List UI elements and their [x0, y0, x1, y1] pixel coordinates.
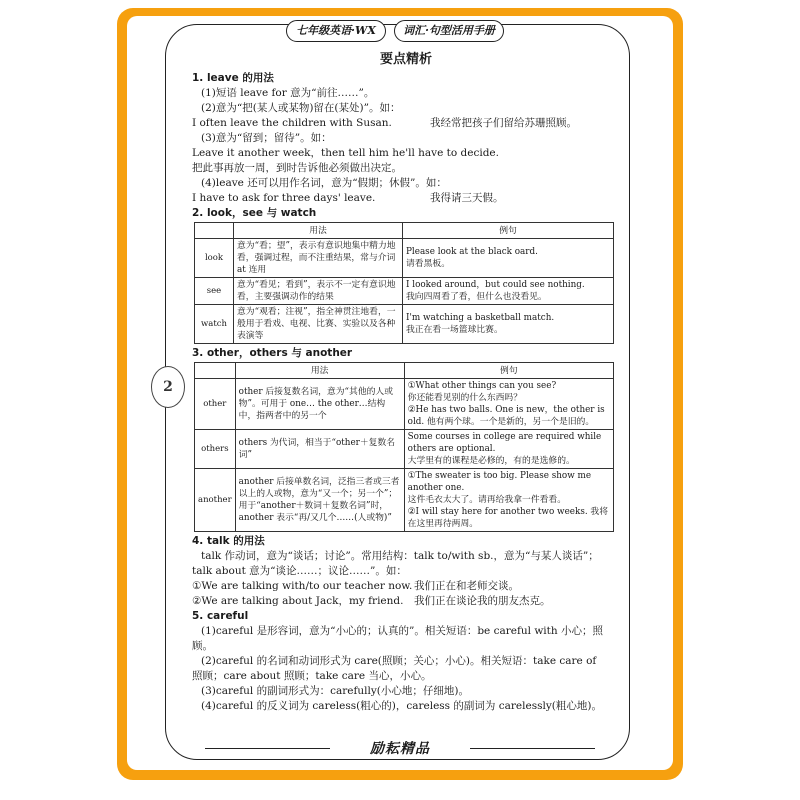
footer-rule-right [460, 748, 595, 749]
text-line: Leave it another week，then tell him he'll have to decide. [192, 147, 499, 159]
column-header-example: 例句 [404, 363, 613, 379]
example-pair [192, 594, 620, 609]
example-en: ②We are talking about Jack，my friend. [192, 595, 404, 607]
example-line: Some courses in college are required while others are optional. [407, 432, 602, 454]
header-book-title: 七年级英语·WX [286, 20, 386, 42]
example-en: I often leave the children with Susan. [192, 117, 392, 129]
row-usage: others 为代词，相当于“other＋复数名词” [235, 430, 404, 469]
row-example [403, 278, 614, 305]
row-word: another [195, 469, 236, 532]
example-en: ①We are talking with/to our teacher now. [192, 580, 413, 592]
header-section-title: 词汇·句型活用手册 [394, 20, 504, 42]
row-word: other [195, 379, 236, 430]
example-line: 你还能看见别的什么东西吗？ [407, 393, 523, 403]
page-number: 2 [151, 366, 185, 408]
table-row [195, 305, 614, 344]
table-row [195, 469, 614, 532]
example-zh: 我们正在和老师交谈。 [414, 580, 519, 592]
table-corner [195, 223, 234, 239]
text-line: 把此事再放一周，到时告诉他必须做出决定。 [192, 162, 402, 174]
text-line: 顾。 [192, 640, 213, 652]
text-line: talk 作动词，意为“谈话；讨论”。常用结构：talk to/with sb.，意为“与某人谈话”； [201, 550, 599, 562]
text-line: (4)careful 的反义词为 careless(粗心的)，careless 的副词为 carelessly(粗心地)。 [201, 700, 602, 712]
example-zh: 我得请三天假。 [430, 192, 504, 204]
example-en: I have to ask for three days' leave. [192, 192, 376, 204]
example-line: ①The sweater is too big. Please show me another one. [407, 471, 592, 493]
row-word: look [195, 239, 234, 278]
example-line: 这件毛衣太大了。请再给我拿一件看看。 [407, 495, 567, 505]
example-zh: 请看黑板。 [406, 259, 450, 269]
row-example [404, 430, 613, 469]
table-row [195, 278, 614, 305]
example-en: I looked around，but could see nothing. [406, 280, 585, 290]
row-example [403, 305, 614, 344]
look-see-watch-table [194, 222, 614, 344]
example-zh: 我们正在谈论我的朋友杰克。 [414, 595, 551, 607]
example-en: I'm watching a basketball match. [406, 313, 555, 323]
column-header-usage: 用法 [234, 223, 403, 239]
example-pair [192, 191, 620, 206]
text-line: (4)leave 还可以用作名词，意为“假期；休假”。如： [201, 177, 447, 189]
row-word: see [195, 278, 234, 305]
row-usage: another 后接单数名词，泛指三者或三者以上的人或物，意为“又一个；另一个”；用于“another＋数词＋复数名词”时，another 表示“再/又几个……(人或物)” [235, 469, 404, 532]
row-usage: 意为“观看；注视”，指全神贯注地看，一般用于看戏、电视、比赛、实验以及各种表演等 [234, 305, 403, 344]
text-line: (1)短语 leave for 意为“前往……”。 [201, 87, 375, 99]
section-heading-careful: 5. careful [192, 610, 249, 622]
row-word: watch [195, 305, 234, 344]
row-word: others [195, 430, 236, 469]
row-example [403, 239, 614, 278]
table-row [195, 430, 614, 469]
example-line: 大学里有的课程是必修的，有的是选修的。 [407, 456, 575, 466]
example-zh: 我向四周看了看，但什么也没看见。 [406, 292, 547, 302]
table-corner [195, 363, 236, 379]
example-en: Please look at the black oard. [406, 247, 538, 257]
row-usage: 意为“看见；看到”，表示不一定有意识地看，主要强调动作的结果 [234, 278, 403, 305]
page-title: 要点精析 [379, 52, 432, 67]
example-pair [192, 116, 620, 131]
text-line: talk about 意为“谈论……；议论……”。如： [192, 565, 407, 577]
text-line: (3)意为“留到；留待”。如： [201, 132, 332, 144]
table-row [195, 379, 614, 430]
footer-rule-left [205, 748, 340, 749]
section-heading-leave: 1. leave 的用法 [192, 72, 274, 84]
column-header-usage: 用法 [235, 363, 404, 379]
text-line: 照顾；care about 照顾；take care 当心，小心。 [192, 670, 432, 682]
row-usage: other 后接复数名词，意为“其他的人或物”。可用于 one… the other…结构中，指两者中的另一个 [235, 379, 404, 430]
text-line: (1)careful 是形容词，意为“小心的；认真的”。相关短语：be careful with 小心；照 [201, 625, 603, 637]
example-line: ②He has two balls. One is new，the other is old. 他有两个球。一个是新的，另一个是旧的。 [407, 405, 605, 427]
example-line: ②I will stay here for another two weeks. 我将在这里再待两周。 [407, 507, 609, 529]
table-row [195, 239, 614, 278]
row-example [404, 379, 613, 430]
other-others-another-table [194, 362, 614, 532]
section-heading-look-see-watch: 2. look，see 与 watch [192, 207, 317, 219]
text-line: (2)careful 的名词和动词形式为 care(照顾；关心；小心)。相关短语：take care of [201, 655, 597, 667]
section-heading-talk: 4. talk 的用法 [192, 535, 265, 547]
column-header-example: 例句 [403, 223, 614, 239]
example-line: ①What other things can you see? [407, 381, 557, 391]
main-content [192, 52, 620, 714]
text-line: (3)careful 的副词形式为：carefully(小心地；仔细地)。 [201, 685, 469, 697]
example-zh: 我经常把孩子们留给苏珊照顾。 [430, 117, 577, 129]
section-heading-other-others-another: 3. other，others 与 another [192, 347, 353, 359]
example-zh: 我正在看一场篮球比赛。 [406, 325, 503, 335]
example-pair [192, 579, 620, 594]
row-usage: 意为“看；望”，表示有意识地集中精力地看，强调过程，而不注重结果，常与介词 at 连用 [234, 239, 403, 278]
row-example [404, 469, 613, 532]
footer-brand: 励耘精品 [330, 738, 470, 756]
text-line: (2)意为“把(某人或某物)留在(某处)”。如： [201, 102, 401, 114]
